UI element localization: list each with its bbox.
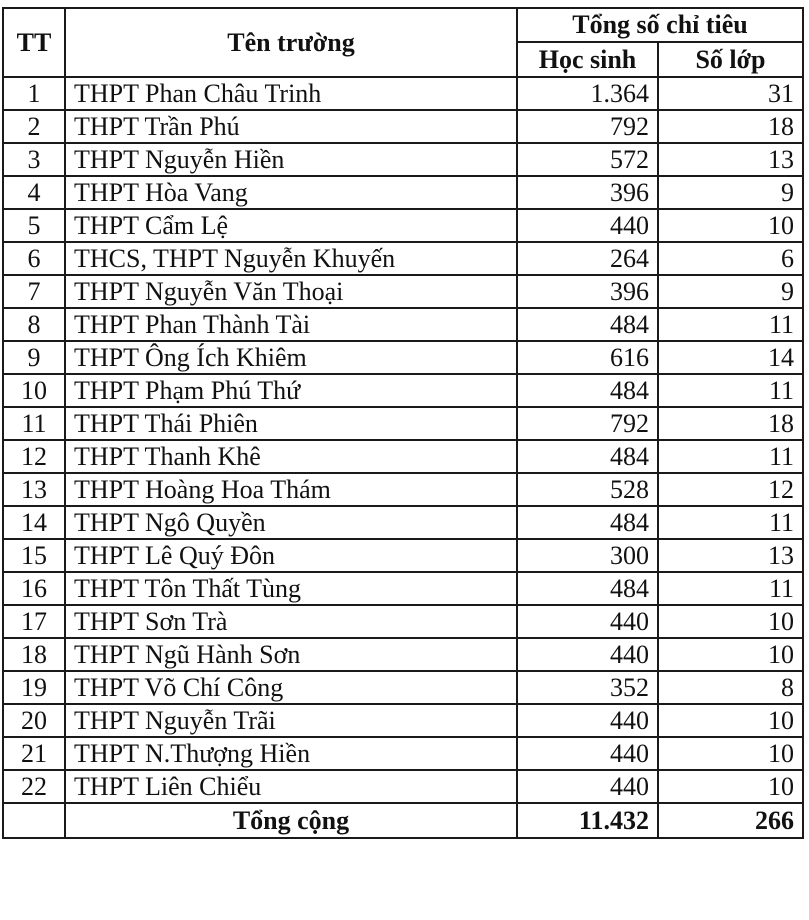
row-school-name: THPT Tôn Thất Tùng <box>65 572 517 605</box>
row-school-name: THPT Ngô Quyền <box>65 506 517 539</box>
row-tt: 13 <box>3 473 65 506</box>
row-classes: 10 <box>658 605 803 638</box>
total-label: Tổng cộng <box>65 803 517 838</box>
row-tt: 2 <box>3 110 65 143</box>
row-school-name: THPT Ngũ Hành Sơn <box>65 638 517 671</box>
row-classes: 11 <box>658 506 803 539</box>
table-row <box>3 473 803 506</box>
row-students: 440 <box>517 605 658 638</box>
row-classes: 8 <box>658 671 803 704</box>
row-classes: 14 <box>658 341 803 374</box>
row-students: 264 <box>517 242 658 275</box>
row-school-name: THPT Thanh Khê <box>65 440 517 473</box>
row-students: 792 <box>517 110 658 143</box>
row-classes: 18 <box>658 407 803 440</box>
table-row <box>3 407 803 440</box>
row-school-name: THPT N.Thượng Hiền <box>65 737 517 770</box>
total-students: 11.432 <box>517 803 658 838</box>
row-tt: 15 <box>3 539 65 572</box>
row-tt: 10 <box>3 374 65 407</box>
row-classes: 11 <box>658 308 803 341</box>
row-tt: 9 <box>3 341 65 374</box>
row-tt: 20 <box>3 704 65 737</box>
table-row <box>3 539 803 572</box>
row-school-name: THPT Trần Phú <box>65 110 517 143</box>
row-tt: 8 <box>3 308 65 341</box>
header-students: Học sinh <box>517 42 658 77</box>
row-classes: 10 <box>658 770 803 803</box>
table-row <box>3 440 803 473</box>
row-tt: 11 <box>3 407 65 440</box>
row-students: 440 <box>517 737 658 770</box>
table-body <box>3 77 803 803</box>
row-tt: 18 <box>3 638 65 671</box>
row-classes: 12 <box>658 473 803 506</box>
total-tt-cell <box>3 803 65 838</box>
table-row <box>3 572 803 605</box>
table-row <box>3 275 803 308</box>
header-total-quota: Tổng số chỉ tiêu <box>517 8 803 42</box>
row-students: 440 <box>517 638 658 671</box>
row-school-name: THPT Cẩm Lệ <box>65 209 517 242</box>
row-tt: 7 <box>3 275 65 308</box>
table-row <box>3 209 803 242</box>
table-row <box>3 671 803 704</box>
table-row <box>3 77 803 110</box>
enrollment-quota-table-container <box>2 7 804 839</box>
header-classes: Số lớp <box>658 42 803 77</box>
row-tt: 16 <box>3 572 65 605</box>
row-school-name: THPT Ông Ích Khiêm <box>65 341 517 374</box>
row-school-name: THPT Võ Chí Công <box>65 671 517 704</box>
table-row <box>3 506 803 539</box>
row-school-name: THPT Thái Phiên <box>65 407 517 440</box>
enrollment-quota-table <box>2 7 804 839</box>
header-row-1 <box>3 8 803 42</box>
table-row <box>3 737 803 770</box>
row-students: 440 <box>517 704 658 737</box>
row-tt: 6 <box>3 242 65 275</box>
row-classes: 13 <box>658 143 803 176</box>
table-row <box>3 308 803 341</box>
total-classes: 266 <box>658 803 803 838</box>
row-tt: 12 <box>3 440 65 473</box>
row-classes: 11 <box>658 440 803 473</box>
row-students: 484 <box>517 374 658 407</box>
row-students: 396 <box>517 275 658 308</box>
row-students: 300 <box>517 539 658 572</box>
row-students: 396 <box>517 176 658 209</box>
table-row <box>3 242 803 275</box>
row-school-name: THPT Nguyễn Trãi <box>65 704 517 737</box>
row-school-name: THPT Lê Quý Đôn <box>65 539 517 572</box>
row-students: 616 <box>517 341 658 374</box>
row-school-name: THPT Nguyễn Văn Thoại <box>65 275 517 308</box>
row-school-name: THCS, THPT Nguyễn Khuyến <box>65 242 517 275</box>
row-classes: 10 <box>658 638 803 671</box>
row-students: 572 <box>517 143 658 176</box>
table-row <box>3 176 803 209</box>
row-students: 484 <box>517 440 658 473</box>
row-school-name: THPT Hòa Vang <box>65 176 517 209</box>
row-classes: 10 <box>658 737 803 770</box>
row-students: 484 <box>517 506 658 539</box>
row-school-name: THPT Phan Thành Tài <box>65 308 517 341</box>
row-tt: 1 <box>3 77 65 110</box>
header-tt: TT <box>3 8 65 77</box>
row-students: 792 <box>517 407 658 440</box>
row-school-name: THPT Sơn Trà <box>65 605 517 638</box>
row-students: 352 <box>517 671 658 704</box>
row-students: 528 <box>517 473 658 506</box>
row-classes: 6 <box>658 242 803 275</box>
table-row <box>3 605 803 638</box>
row-classes: 11 <box>658 374 803 407</box>
table-row <box>3 374 803 407</box>
table-row <box>3 143 803 176</box>
row-students: 440 <box>517 770 658 803</box>
row-tt: 22 <box>3 770 65 803</box>
row-classes: 31 <box>658 77 803 110</box>
row-classes: 10 <box>658 704 803 737</box>
table-row <box>3 638 803 671</box>
row-classes: 9 <box>658 176 803 209</box>
row-school-name: THPT Hoàng Hoa Thám <box>65 473 517 506</box>
row-students: 1.364 <box>517 77 658 110</box>
row-school-name: THPT Phạm Phú Thứ <box>65 374 517 407</box>
table-row <box>3 770 803 803</box>
table-row <box>3 341 803 374</box>
row-tt: 19 <box>3 671 65 704</box>
row-school-name: THPT Nguyễn Hiền <box>65 143 517 176</box>
row-tt: 4 <box>3 176 65 209</box>
row-classes: 13 <box>658 539 803 572</box>
row-tt: 17 <box>3 605 65 638</box>
table-row <box>3 704 803 737</box>
row-students: 484 <box>517 308 658 341</box>
row-students: 440 <box>517 209 658 242</box>
row-classes: 18 <box>658 110 803 143</box>
row-students: 484 <box>517 572 658 605</box>
row-tt: 5 <box>3 209 65 242</box>
table-row <box>3 110 803 143</box>
total-row <box>3 803 803 838</box>
row-school-name: THPT Liên Chiểu <box>65 770 517 803</box>
row-classes: 11 <box>658 572 803 605</box>
row-tt: 14 <box>3 506 65 539</box>
row-tt: 3 <box>3 143 65 176</box>
row-classes: 10 <box>658 209 803 242</box>
row-school-name: THPT Phan Châu Trinh <box>65 77 517 110</box>
row-tt: 21 <box>3 737 65 770</box>
row-classes: 9 <box>658 275 803 308</box>
header-school-name: Tên trường <box>65 8 517 77</box>
